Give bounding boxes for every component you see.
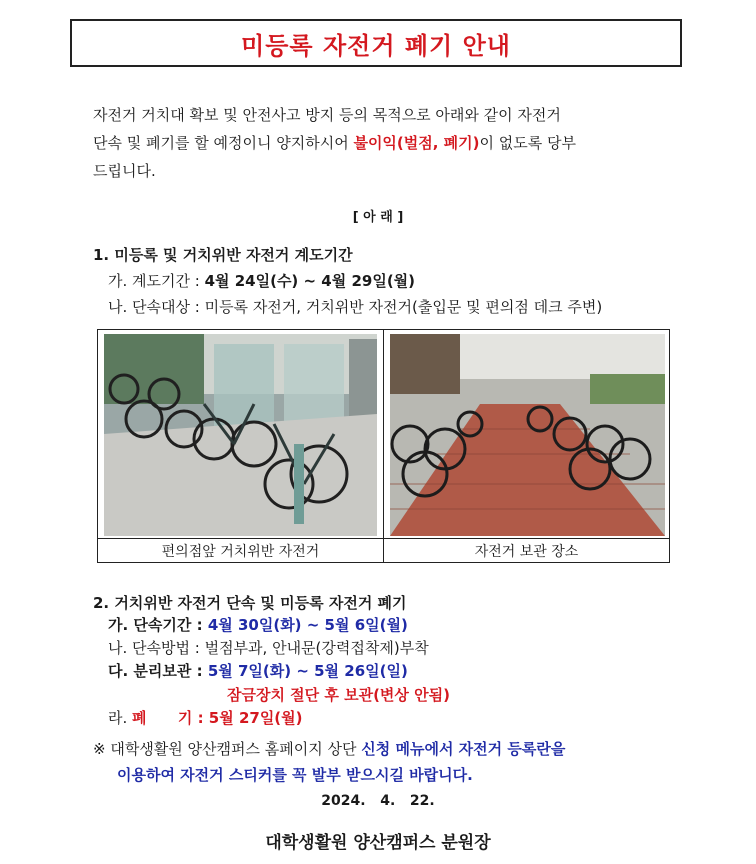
document-date: 2024. 4. 22. xyxy=(321,793,435,809)
notice-line-2: 이용하여 자전거 스티커를 꼭 발부 받으시길 바랍니다. xyxy=(117,766,473,784)
below-heading: [ 아 래 ] xyxy=(352,210,404,225)
intro-line-2-text: 단속 및 폐기를 할 예정이니 양지하시어 xyxy=(93,134,354,152)
photo-table xyxy=(97,329,670,563)
notice-line-1-text: ※ 대학생활원 양산캠퍼스 홈페이지 상단 xyxy=(93,740,362,758)
section2-item-d-prefix: 라. xyxy=(108,709,133,727)
intro-penalty-highlight: 불이익(벌점, 폐기) xyxy=(353,134,480,152)
intro-line-2-end: 이 없도록 당부 xyxy=(479,134,576,152)
intro-line-3: 드립니다. xyxy=(93,162,156,180)
title-box xyxy=(70,19,682,67)
section1-item-a-label: 가. 계도기간 : xyxy=(108,272,205,290)
bikes-photo-right-image xyxy=(390,334,665,536)
section2-item-b-value: 벌점부과, 안내문(강력접착제)부착 xyxy=(204,639,429,657)
photo-right-caption: 자전거 보관 장소 xyxy=(474,544,579,560)
page-title: 미등록 자전거 폐기 안내 xyxy=(241,31,511,60)
intro-paragraph xyxy=(93,101,675,185)
section1-item-a xyxy=(108,270,415,291)
intro-line-1: 자전거 거치대 확보 및 안전사고 방지 등의 목적으로 아래와 같이 자전거 xyxy=(93,106,561,124)
section1-item-b-label: 나. 단속대상 : xyxy=(108,298,205,316)
section2-item-a xyxy=(108,614,408,635)
notice-line-1-highlight: 신청 메뉴에서 자전거 등록란을 xyxy=(361,740,566,758)
section2-heading: 2. 거치위반 자전거 단속 및 미등록 자전거 폐기 xyxy=(93,594,407,612)
section2-item-d xyxy=(108,707,303,728)
section2-item-c xyxy=(108,660,408,681)
section2-item-d-label: 폐 기 : xyxy=(132,709,209,727)
section2-item-d-value: 5월 27일(월) xyxy=(208,709,303,727)
section1-item-a-value: 4월 24일(수) ~ 4월 29일(월) xyxy=(204,272,416,290)
photo-table-divider xyxy=(383,330,384,562)
bikes-photo-left-image xyxy=(104,334,377,536)
photo-left-caption: 편의점앞 거치위반 자전거 xyxy=(161,544,320,560)
section2-item-a-value: 4월 30일(화) ~ 5월 6일(월) xyxy=(207,616,408,634)
signature: 대학생활원 양산캠퍼스 분원장 xyxy=(265,833,491,853)
section2-item-c-note: 잠금장치 절단 후 보관(변상 안됨) xyxy=(227,686,450,704)
photo-convenience-store-bikes xyxy=(104,334,377,536)
section1-item-b xyxy=(108,296,602,317)
notice-line-1 xyxy=(93,738,565,759)
section2-item-b xyxy=(108,637,429,658)
section1-heading: 1. 미등록 및 거치위반 자전거 계도기간 xyxy=(93,246,353,264)
photo-bike-storage xyxy=(390,334,665,536)
intro-line-2 xyxy=(93,129,675,157)
section1-item-b-value: 미등록 자전거, 거치위반 자전거(출입문 및 편의점 데크 주변) xyxy=(204,298,603,316)
section2-item-c-label: 다. 분리보관 : xyxy=(108,662,208,680)
section2-item-a-label: 가. 단속기간 : xyxy=(108,616,208,634)
section2-item-c-value: 5월 7일(화) ~ 5월 26일(일) xyxy=(207,662,408,680)
section2-item-b-label: 나. 단속방법 : xyxy=(108,639,205,657)
